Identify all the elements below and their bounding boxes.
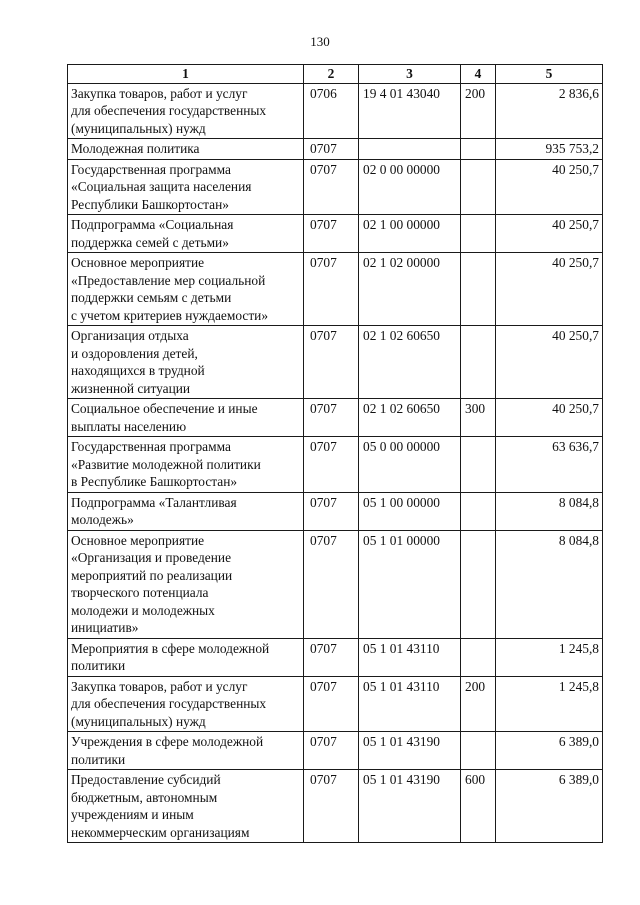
table-row <box>68 215 603 253</box>
row-section: 0707 <box>304 492 359 530</box>
row-amount: 40 250,7 <box>496 399 603 437</box>
row-code: 05 1 01 00000 <box>359 530 461 638</box>
header-col-2: 2 <box>304 65 359 84</box>
row-name: Социальное обеспечение и иные выплаты населению <box>68 399 304 437</box>
header-col-1: 1 <box>68 65 304 84</box>
row-amount: 935 753,2 <box>496 139 603 160</box>
row-kind <box>461 215 496 253</box>
row-kind: 200 <box>461 83 496 139</box>
row-code: 02 0 00 00000 <box>359 159 461 215</box>
row-amount: 1 245,8 <box>496 676 603 732</box>
row-kind <box>461 159 496 215</box>
table-row <box>68 530 603 638</box>
row-code: 05 1 01 43190 <box>359 732 461 770</box>
table-row <box>68 437 603 493</box>
row-kind: 300 <box>461 399 496 437</box>
row-kind <box>461 326 496 399</box>
row-code: 02 1 02 00000 <box>359 253 461 326</box>
budget-table <box>67 64 603 843</box>
row-amount: 2 836,6 <box>496 83 603 139</box>
row-section: 0707 <box>304 139 359 160</box>
table-row <box>68 139 603 160</box>
row-section: 0707 <box>304 399 359 437</box>
row-name: Государственная программа «Социальная защита населения Республики Башкортостан» <box>68 159 304 215</box>
row-kind <box>461 437 496 493</box>
table-row <box>68 770 603 843</box>
row-amount: 8 084,8 <box>496 492 603 530</box>
row-code: 02 1 02 60650 <box>359 399 461 437</box>
row-code: 05 1 01 43190 <box>359 770 461 843</box>
header-col-4: 4 <box>461 65 496 84</box>
row-section: 0707 <box>304 159 359 215</box>
table-header-row <box>68 65 603 84</box>
row-kind <box>461 253 496 326</box>
row-name: Молодежная политика <box>68 139 304 160</box>
row-name: Закупка товаров, работ и услуг для обеспечения государственных (муниципальных) нужд <box>68 676 304 732</box>
row-name: Основное мероприятие «Организация и проведение мероприятий по реализации творческого потенциала молодежи и молодежных инициатив» <box>68 530 304 638</box>
row-section: 0707 <box>304 732 359 770</box>
row-amount: 63 636,7 <box>496 437 603 493</box>
row-name: Учреждения в сфере молодежной политики <box>68 732 304 770</box>
row-amount: 1 245,8 <box>496 638 603 676</box>
row-section: 0707 <box>304 530 359 638</box>
header-col-5: 5 <box>496 65 603 84</box>
row-code: 05 1 01 43110 <box>359 676 461 732</box>
row-name: Закупка товаров, работ и услуг для обеспечения государственных (муниципальных) нужд <box>68 83 304 139</box>
table-row <box>68 638 603 676</box>
row-section: 0706 <box>304 83 359 139</box>
row-code: 02 1 00 00000 <box>359 215 461 253</box>
row-code: 05 0 00 00000 <box>359 437 461 493</box>
row-amount: 8 084,8 <box>496 530 603 638</box>
table-row <box>68 326 603 399</box>
row-code: 02 1 02 60650 <box>359 326 461 399</box>
row-section: 0707 <box>304 437 359 493</box>
row-section: 0707 <box>304 215 359 253</box>
row-section: 0707 <box>304 676 359 732</box>
row-kind <box>461 530 496 638</box>
page-number: 130 <box>310 34 330 49</box>
row-code: 05 1 01 43110 <box>359 638 461 676</box>
row-amount: 40 250,7 <box>496 215 603 253</box>
table-row <box>68 253 603 326</box>
row-amount: 40 250,7 <box>496 253 603 326</box>
row-kind <box>461 492 496 530</box>
row-name: Предоставление субсидий бюджетным, автономным учреждениям и иным некоммерческим организациям <box>68 770 304 843</box>
table-row <box>68 83 603 139</box>
table-row <box>68 732 603 770</box>
row-kind <box>461 139 496 160</box>
row-kind <box>461 638 496 676</box>
table-row <box>68 399 603 437</box>
row-code: 05 1 00 00000 <box>359 492 461 530</box>
table-row <box>68 492 603 530</box>
table-row <box>68 159 603 215</box>
row-kind <box>461 732 496 770</box>
row-name: Организация отдыха и оздоровления детей, находящихся в трудной жизненной ситуации <box>68 326 304 399</box>
row-code <box>359 139 461 160</box>
row-name: Основное мероприятие «Предоставление мер социальной поддержки семьям с детьми с учетом критериев нуждаемости» <box>68 253 304 326</box>
row-code: 19 4 01 43040 <box>359 83 461 139</box>
row-section: 0707 <box>304 326 359 399</box>
row-section: 0707 <box>304 638 359 676</box>
row-section: 0707 <box>304 253 359 326</box>
row-name: Государственная программа «Развитие молодежной политики в Республике Башкортостан» <box>68 437 304 493</box>
row-name: Подпрограмма «Талантливая молодежь» <box>68 492 304 530</box>
row-amount: 40 250,7 <box>496 326 603 399</box>
row-name: Подпрограмма «Социальная поддержка семей с детьми» <box>68 215 304 253</box>
row-kind: 600 <box>461 770 496 843</box>
table-row <box>68 676 603 732</box>
header-col-3: 3 <box>359 65 461 84</box>
row-name: Мероприятия в сфере молодежной политики <box>68 638 304 676</box>
row-amount: 40 250,7 <box>496 159 603 215</box>
row-section: 0707 <box>304 770 359 843</box>
row-amount: 6 389,0 <box>496 770 603 843</box>
table-body <box>68 83 603 843</box>
row-amount: 6 389,0 <box>496 732 603 770</box>
row-kind: 200 <box>461 676 496 732</box>
